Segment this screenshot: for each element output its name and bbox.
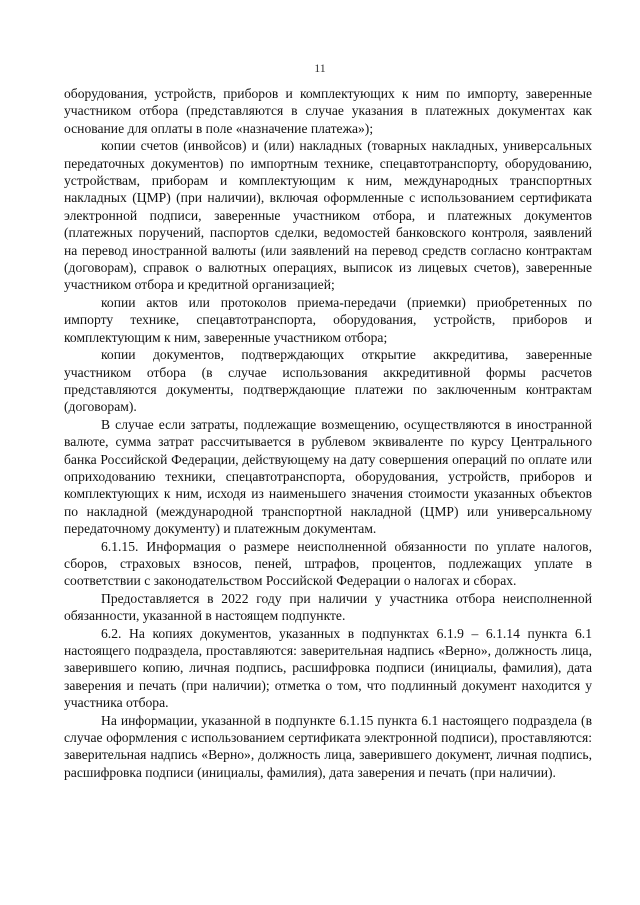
paragraph-2: копии счетов (инвойсов) и (или) накладных (товарных накладных, универсальных передаточных документов) по импортным технике, спецавтотранспорту, оборудованию, устройствам, приборам и комплектующим к ним, международных транспортных накладных (ЦМР) (при наличии), включая оформленные с использованием сертификата электронной подписи, заверенные участником отбора, и платежных документов (платежных поручений, паспортов сделки, ведомостей банковского контроля, заявлений на перевод иностранной валюты (или заявлений на перевод средств согласно контрактам (договорам), справок о валютных операциях, выписок из лицевых счетов), заверенные участником отбора и кредитной организацией; bbox=[64, 138, 592, 293]
paragraph-6: 6.1.15. Информация о размере неисполненной обязанности по уплате налогов, сборов, страховых взносов, пеней, штрафов, процентов, подлежащих уплате в соответствии с законодательством Российской Федерации о налогах и сборах. bbox=[64, 538, 592, 589]
paragraph-5: В случае если затраты, подлежащие возмещению, осуществляются в иностранной валюте, сумма затрат рассчитывается в рублевом эквиваленте по курсу Центрального банка Российской Федерации, действующему на дату совершения операций по оплате или оприходованию техники, спецавтотранспорта, оборудования, устройств, приборов и комплектующих к ним, исходя из наименьшего значения стоимости указанных объектов по накладной (международной транспортной накладной (ЦМР) или универсальному передаточному документу) и платежным документам. bbox=[64, 416, 592, 537]
paragraph-7: Предоставляется в 2022 году при наличии у участника отбора неисполненной обязанности, указанной в настоящем подпункте. bbox=[64, 590, 592, 624]
document-body bbox=[64, 85, 592, 781]
paragraph-3: копии актов или протоколов приема-передачи (приемки) приобретенных по импорту технике, спецавтотранспорта, оборудования, устройств, приборов и комплектующим к ним, заверенные участником отбора; bbox=[64, 294, 592, 345]
page-number: 11 bbox=[314, 61, 326, 75]
paragraph-1: оборудования, устройств, приборов и комплектующих к ним по импорту, заверенные участником отбора (представляются в случае указания в платежных документах как основание для оплаты в поле «назначение платежа»); bbox=[64, 86, 592, 136]
paragraph-9: На информации, указанной в подпункте 6.1.15 пункта 6.1 настоящего подраздела (в случае оформления с использованием сертификата электронной подписи), проставляются: заверительная надпись «Верно», должность лица, заверившего документ, личная подпись, расшифровка подписи (инициалы, фамилия), дата заверения и печать (при наличии). bbox=[64, 712, 592, 780]
paragraph-4: копии документов, подтверждающих открытие аккредитива, заверенные участником отбора (в случае использования аккредитивной формы расчетов представляются документы, подтверждающие платежи по заключенным контрактам (договорам). bbox=[64, 347, 592, 415]
paragraph-8: 6.2. На копиях документов, указанных в подпунктах 6.1.9 – 6.1.14 пункта 6.1 настоящего подраздела, проставляются: заверительная надпись «Верно», должность лица, заверившего копию, личная подпись, расшифровка подписи (инициалы, фамилия), дата заверения и печать (при наличии); отметка о том, что подлинный документ находится у участника отбора. bbox=[64, 625, 592, 711]
